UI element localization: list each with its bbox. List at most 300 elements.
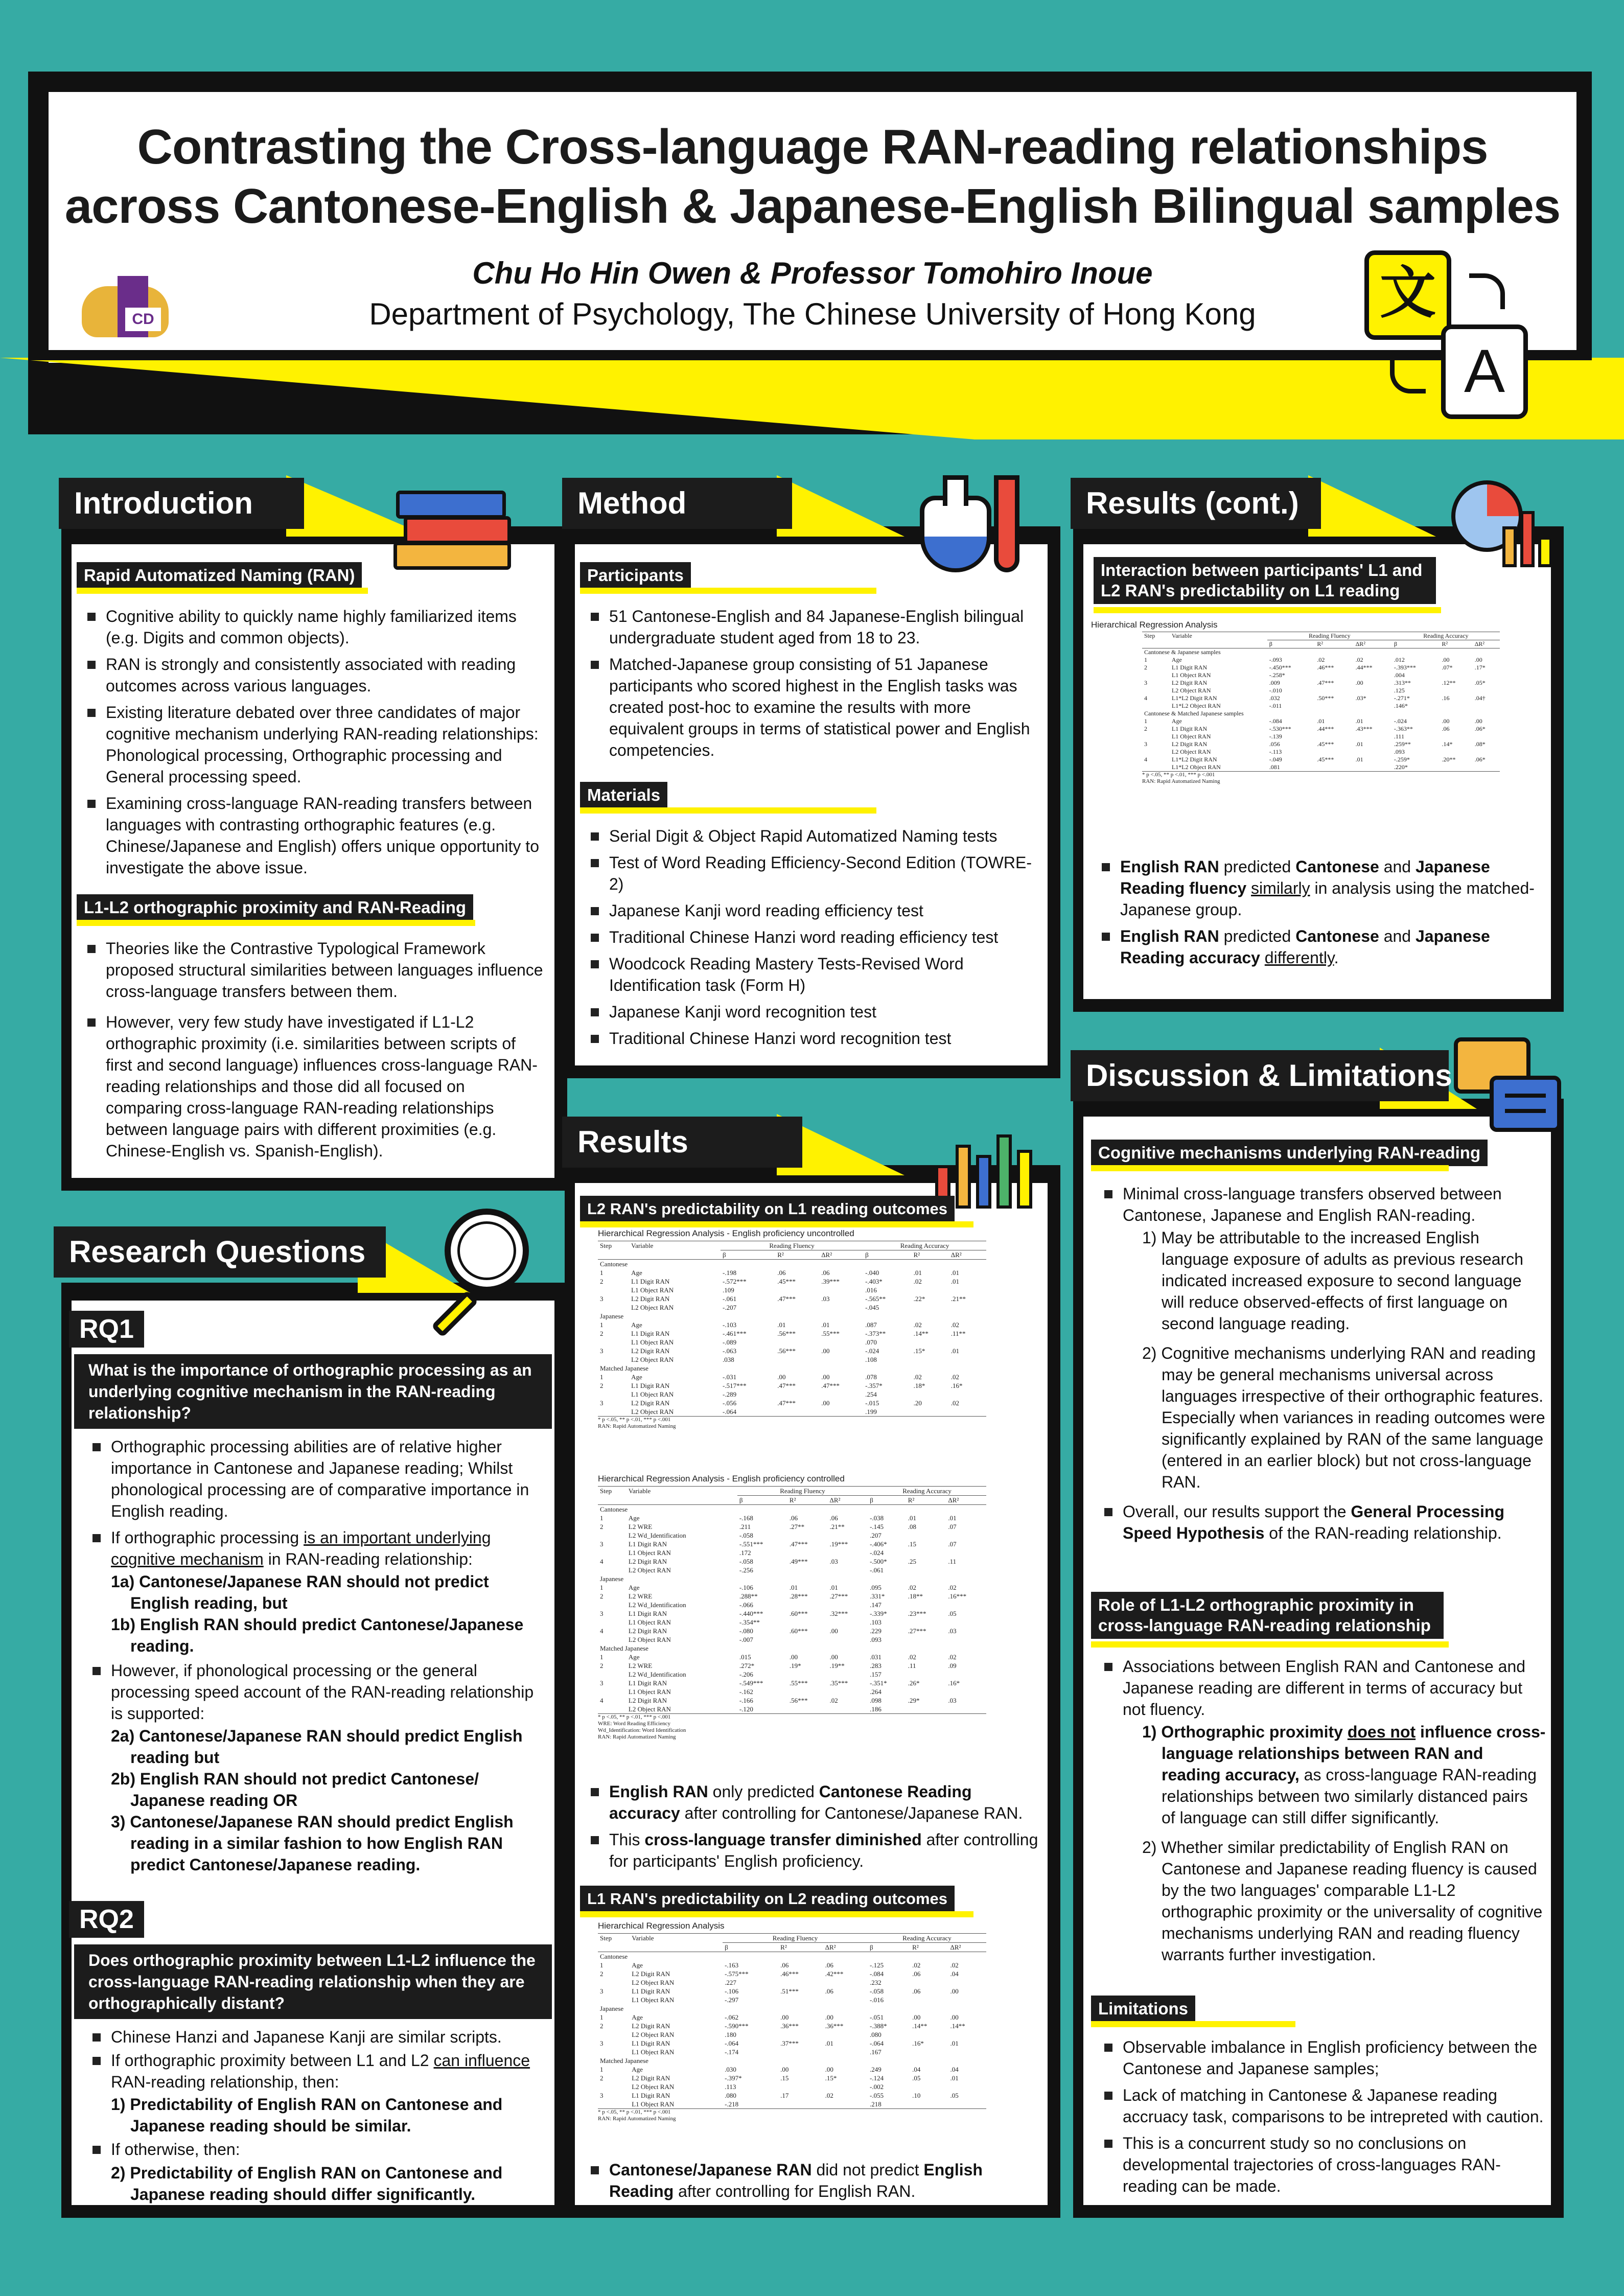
table-row [598,1381,986,1390]
subheading-limitations: Limitations [1091,1996,1195,2022]
table-cell: .01 [950,1269,960,1277]
table-cell: .47*** [777,1399,796,1407]
table-cell: .14** [913,1330,929,1337]
table-row [598,1548,986,1557]
discussion-list-2 [1101,1656,1546,1965]
table-cell [946,1687,986,1696]
table-cell: .05 [912,2074,921,2082]
table-cell: .109 [723,1286,734,1294]
table-cell: 1 [1144,656,1147,663]
table-cell: -.168 [739,1514,753,1522]
table-cell: .032 [1269,694,1280,702]
table-cell: 1 [600,1514,604,1522]
rq2-1: 1) Predictability of English RAN on Cantonese and Japanese reading should be similar. [111,2095,503,2135]
table-cell: L2 Wd_Identification [628,1532,686,1539]
table-cell: .06* [1474,725,1486,732]
table-cell [598,2082,630,2091]
list-item [1099,925,1543,968]
table-cell: L1*L2 Digit RAN [1171,694,1217,702]
list-item: Test of Word Reading Efficiency-Second Edition (TOWRE-2) [588,852,1037,895]
table-cell [827,1635,868,1644]
table-cell: .113 [725,2083,736,2091]
table-row [598,1338,986,1347]
text: of the RAN-reading relationship. [1264,1524,1502,1542]
table-2 [598,1474,986,1741]
discussion-point-3 [1101,1721,1546,1828]
table-cell: .01 [950,1278,960,1285]
table-cell: .15 [780,2074,789,2082]
table-cell: -.113 [1269,748,1282,755]
header-cell: ΔR² [950,1251,962,1259]
table-cell: .36*** [825,2022,844,2030]
table-cell: .00 [829,1653,838,1661]
table-cell: .45*** [1317,756,1334,763]
table-cell: -.450*** [1269,664,1291,671]
table-cell [1354,671,1392,679]
text: only predicted [708,1782,819,1801]
arrow-icon [1390,353,1426,393]
table-cell: 2 [600,1382,604,1389]
table-cell: L1 Digit RAN [1171,725,1208,732]
table-note: Wd_Identification: Word Identification [598,1727,686,1733]
table-cell: .125 [1394,687,1405,694]
header-cell: Variable [631,1242,654,1250]
header-cell [630,1943,723,1952]
chat-icon [1451,1032,1564,1145]
table-row [598,2082,986,2091]
table-cell: .01 [950,2074,959,2082]
table-cell: 2 [600,1278,604,1285]
text: in analysis using the matched-Japanese group. [1120,879,1535,919]
table-cell: Age [628,1584,640,1591]
list-item: Lack of matching in Cantonese & Japanese reading accruacy task, comparisons to be intrepreted with caution. [1101,2084,1551,2127]
table-note: RAN: Rapid Automatized Naming [1142,778,1220,784]
table-cell: .098 [870,1697,881,1704]
table-cell [819,1338,863,1347]
table-cell: .15 [908,1540,917,1548]
chinese-glyph: 文 [1364,250,1451,340]
table-cell: -.015 [865,1399,879,1407]
list-item: Observable imbalance in English proficiency between the Cantonese and Japanese samples; [1101,2036,1551,2079]
table-cell: .07* [1442,664,1453,671]
table-cell: 2 [600,2022,604,2030]
text: after controlling for participants' English proficiency. [609,1830,1038,1870]
rq2-label: RQ2 [69,1901,144,1938]
subheading-accent [1091,2021,1295,2027]
table-row [598,2100,986,2109]
table-cell: .56*** [777,1347,796,1355]
table-cell: .06 [777,1269,786,1277]
table-cell [949,1338,986,1347]
discussion-point-1: 1) May be attributable to the increased English language exposure of adults as previous research indicated increased exposure to second language will reduce observed-effects of first language on second language reading. [1142,1228,1523,1333]
table-row [598,1557,986,1566]
table-cell: -.440*** [739,1610,763,1617]
table-cell: -.038 [870,1514,884,1522]
text: and [1379,857,1416,876]
table-cell [910,2100,948,2109]
table-cell: .01 [1317,717,1325,725]
table-cell: .01 [789,1584,798,1591]
table-cell: .21** [829,1523,845,1530]
table-cell: .16*** [948,1592,967,1600]
table-cell: .186 [870,1705,881,1713]
header-cell: Step [600,1487,612,1495]
discussion-point-4: 2) Whether similar predictability of English RAN on Cantonese and Japanese reading fluency is caused by the two languages' comparable L1-L2 orthographic proximity or the universality of cognitive mechanisms underlying RAN and reading fluency warrants further investigation. [1142,1838,1543,1964]
arrow-icon [1469,273,1505,309]
table-cell: -.500* [870,1558,887,1565]
table-cell [948,2100,987,2109]
table-cell: L2 Digit RAN [628,1697,667,1704]
table-1 [598,1229,986,1430]
table-row [598,1277,986,1286]
table-cell: -.064 [725,2039,739,2047]
table-cell [775,1407,819,1417]
table-cell: .16* [912,2039,924,2047]
table-cell [1142,748,1170,756]
header-cell: R² [780,1943,787,1951]
table-cell: .313** [1394,679,1411,686]
underlined-text: differently [1264,948,1334,967]
table-cell: .004 [1394,671,1405,679]
subheading-interaction: Interaction between participants' L1 and L2 RAN's predictability on L1 reading [1094,557,1436,604]
table-cell: .00 [780,2013,789,2021]
table-cell: L2 Object RAN [632,2031,675,2038]
table-cell: L1 Object RAN [631,1286,674,1294]
table-row [598,1329,986,1338]
discussion-list-1 [1101,1183,1546,1549]
table-cell: -.256 [739,1566,753,1574]
table-row [1142,740,1500,748]
table-cell: .51*** [780,1987,799,1995]
table-cell: L2 Digit RAN [631,1347,670,1355]
table-cell [598,1338,629,1347]
table-row [1142,664,1500,671]
table-cell: .11 [948,1558,957,1565]
table-cell [775,1390,819,1399]
table-cell [912,1338,949,1347]
table-cell: .19*** [829,1540,848,1548]
table-cell [948,1978,987,1987]
table-cell: .04 [950,1970,959,1978]
discussion-point-2: 2) Cognitive mechanisms underlying RAN and reading may be general mechanisms universal across languages irrespective of their orthographic features. Especially when variances in reading outcomes were significantly explained by RAN of the same language (entered in an earlier block) but not cross-language RAN. [1142,1344,1545,1491]
section-heading-research-questions: Research Questions [54,1226,386,1278]
table-cell: .45*** [1317,740,1334,748]
header-cell: Variable [1171,632,1192,640]
table-cell: -.106 [725,1987,739,1995]
table-cell: .23*** [908,1610,926,1617]
table-row [1142,702,1500,710]
table-cell: .01 [950,2039,959,2047]
table-header-row [598,1241,986,1250]
section-heading-results-cont: Results (cont.) [1071,478,1321,529]
table-cell: .19** [829,1662,845,1669]
table-row [598,1364,986,1373]
list-item: Traditional Chinese Hanzi word reading efficiency test [588,926,1037,948]
table-row [598,1670,986,1679]
table-cell: .229 [870,1627,881,1635]
table-cell [775,1338,819,1347]
bold-text: Cantonese [1295,927,1379,945]
table-cell: Japanese [600,2005,624,2012]
table-cell: .081 [1269,763,1280,771]
table-cell: -.089 [723,1338,737,1346]
table-row [598,1399,986,1407]
header-cell [1142,640,1170,648]
table-cell: Matched Japanese [600,1644,648,1652]
magnifier-icon [434,1206,562,1334]
subheading-accent [580,1221,973,1227]
table-cell: 2 [600,1592,604,1600]
table-cell: .172 [739,1549,751,1557]
pie-chart-icon [1446,470,1553,577]
table-cell: .02 [913,1321,922,1329]
table-cell [778,1996,823,2004]
table-cell: .01 [908,1514,917,1522]
list-item [89,2050,544,2093]
table-cell: .00 [1474,656,1482,663]
table-cell: L1 Digit RAN [628,1679,667,1687]
table-cell: .232 [869,1979,881,1986]
table-cell: .47*** [789,1540,808,1548]
table-cell: .264 [870,1688,881,1696]
table-cell: .095 [870,1584,881,1591]
table-cell: .283 [870,1662,881,1669]
table-cell: .27** [789,1523,805,1530]
list-item: Existing literature debated over three candidates of major cognitive mechanism underlying RAN-reading relationships: Phonological processing, Orthographic processing and General processing speed. [84,702,544,787]
table-row [598,2074,986,2082]
results-cont-list [1099,856,1543,973]
list-item [1099,856,1543,920]
table-cell [912,1390,949,1399]
table-cell: .00 [821,1373,830,1381]
list-item [1101,1501,1546,1544]
table-cell: .55*** [789,1679,808,1687]
rq1-label: RQ1 [69,1311,144,1348]
table-cell: .016 [865,1286,877,1294]
table-row [1142,694,1500,702]
table-cell: .012 [1394,656,1405,663]
table-cell: .01 [913,1269,922,1277]
table-cell: 2 [600,1970,604,1978]
table-cell [906,1670,946,1679]
table-cell: L1 Digit RAN [631,1330,670,1337]
table-row [598,2039,986,2048]
table-cell: L1 Object RAN [1171,671,1211,679]
table-row [598,1661,986,1670]
table-cell: .46*** [1317,664,1334,671]
table-cell [1473,702,1500,710]
table-row [598,1574,986,1583]
table-note: RAN: Rapid Automatized Naming [598,1734,676,1740]
table-cell: .18** [908,1592,923,1600]
table-row [598,1347,986,1355]
table-cell: 3 [600,1399,604,1407]
table-cell: .00 [1355,679,1363,686]
table-cell: -.125 [869,1961,884,1969]
table-cell [1142,687,1170,694]
header-cell [627,1496,737,1505]
header-cell: Reading Fluency [1267,632,1392,640]
table-cell: .218 [869,2100,881,2108]
table-cell: Cantonese & Japanese samples [1144,648,1221,656]
table-cell: Age [628,1514,640,1522]
table-cell [1473,671,1500,679]
table-cell: .103 [870,1618,881,1626]
table-cell: .26* [908,1679,920,1687]
table-cell [1354,733,1392,740]
table-cell: -.259* [1394,756,1410,763]
table-cell [598,2100,630,2109]
table-cell: .00 [777,1373,786,1381]
subheading-materials: Materials [580,782,667,808]
table-cell: 1 [600,1373,604,1381]
table-cell: .16 [1442,694,1450,702]
header-cell: Reading Accuracy [868,1487,986,1496]
table-cell [819,1407,863,1417]
table-cell [910,1978,948,1987]
table-cell: .015 [739,1653,751,1661]
table-cell [598,1601,627,1609]
table-row [598,1952,986,1961]
table-header-row [598,1250,986,1260]
table-row [598,1373,986,1381]
table-cell [906,1635,946,1644]
table-cell: .00 [825,2013,833,2021]
table-note: * p <.05, ** p <.01, *** p <.001 [598,1417,671,1423]
table-row [598,1540,986,1548]
subheading-role: Role of L1-L2 orthographic proximity in cross-language RAN-reading relationship [1091,1592,1444,1639]
table-3 [598,1921,986,2122]
table-cell: .05 [950,2092,959,2099]
table-cell: .11** [950,1330,966,1337]
table-cell: .093 [870,1636,881,1643]
table-cell: 2 [1144,725,1147,732]
table-cell: -.145 [870,1523,884,1530]
table-header-row [1142,632,1500,640]
subheading-l2-ran: L2 RAN's predictability on L1 reading outcomes [580,1196,955,1222]
table-cell: .44*** [1355,664,1373,671]
text: predicted [1219,927,1296,945]
table-cell [1142,763,1170,772]
table-cell: .15* [825,2074,837,2082]
table-cell: .02 [908,1584,917,1591]
table-cell [819,1390,863,1399]
table-note: RAN: Rapid Automatized Naming [598,1423,676,1429]
table-cell: -.373** [865,1330,886,1337]
table-cell: -.590*** [725,2022,749,2030]
title-line-1: Contrasting the Cross-language RAN-reading relationships [137,120,1488,174]
table-cell: L1 Digit RAN [628,1540,667,1548]
header-cell: β [1269,640,1272,647]
table-cell: .009 [1269,679,1280,686]
table-row [598,2048,986,2056]
header-cell: β [865,1251,869,1259]
header-cell: Step [600,1934,612,1942]
table-cell: L2 Object RAN [1171,748,1211,755]
table-cell: L1 Object RAN [631,1338,674,1346]
table-cell: -.363** [1394,725,1413,732]
table-cell: Age [632,1961,643,1969]
table-cell: .32*** [829,1610,848,1617]
table-cell: -.084 [869,1970,884,1978]
table-cell: 3 [600,1295,604,1303]
table-cell: -.397* [725,2074,742,2082]
table-cell [1315,748,1353,756]
table-cell [598,1355,629,1364]
table-cell: .11 [908,1662,916,1669]
table-row [598,1609,986,1618]
subheading-cognitive: Cognitive mechanisms underlying RAN-reading [1091,1140,1488,1166]
header-cell: Variable [632,1934,654,1942]
header-cell [629,1250,721,1260]
subheading-accent [1094,607,1441,613]
table-cell: .00 [780,2066,789,2073]
table-row [1142,725,1500,733]
table-cell: Age [632,2066,643,2073]
table-row [598,2030,986,2039]
table-cell: .06 [829,1514,838,1522]
table-cell: L2 Digit RAN [1171,740,1208,748]
table-cell: .28*** [789,1592,808,1600]
table-cell: -.051 [869,2013,884,2021]
table-cell: .27*** [829,1592,848,1600]
underlined-text: does not [1347,1723,1416,1741]
table-cell: -.007 [739,1636,753,1643]
table-cell: Age [1171,656,1182,663]
table-cell: -.106 [739,1584,753,1591]
table-cell [949,1407,986,1417]
bold-text: English RAN [1120,857,1219,876]
bold-text: General Processing Speed Hypothesis [1123,1502,1504,1542]
table-cell: Matched Japanese [600,1364,648,1372]
table-row [598,1679,986,1687]
table-cell [906,1531,946,1540]
header-cell: β [870,1496,873,1504]
table-cell: -.024 [870,1549,884,1557]
header-cell: R² [1442,640,1448,647]
table-cell: .04 [912,2066,921,2073]
table-cell: L2 Object RAN [631,1356,674,1363]
table-cell: L1 Digit RAN [632,2092,670,2099]
table-cell: Age [628,1653,640,1661]
table-cell: -.289 [723,1390,737,1398]
table-cell: -.572*** [723,1278,747,1285]
table-cell: .01 [829,1584,838,1591]
table-cell: .05* [1474,679,1486,686]
bold-text: 1) Orthographic proximity [1142,1723,1348,1741]
table-cell: L2 Object RAN [1171,687,1211,694]
table-row [598,1583,986,1592]
table-cell [1354,748,1392,756]
table-cell [1354,702,1392,710]
table-row [598,1687,986,1696]
table-cell: .08 [908,1523,917,1530]
table-cell: .070 [865,1338,877,1346]
table-row [598,2065,986,2074]
table-cell [910,2030,948,2039]
table-row [598,1531,986,1540]
table-cell: -.120 [739,1705,753,1713]
table-cell [912,1407,949,1417]
table-cell: -.351* [870,1679,887,1687]
table-cell: Cantonese & Matched Japanese samples [1144,710,1244,717]
table-cell [948,2048,987,2056]
rq1-item2-underlined: is an important underlying cognitive mechanism [111,1528,491,1568]
table-cell: .55*** [821,1330,840,1337]
table-row [598,1505,986,1514]
table-cell: -.002 [869,2083,884,2091]
table-cell [906,1618,946,1627]
